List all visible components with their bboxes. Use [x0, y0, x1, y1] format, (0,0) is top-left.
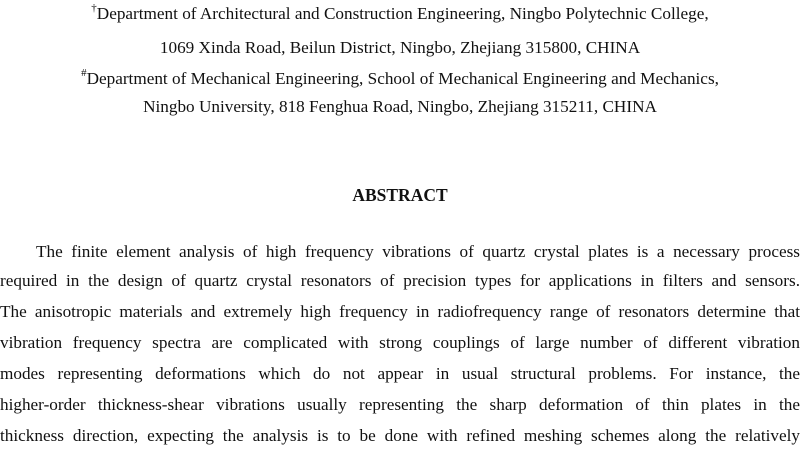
affiliation-1-mark: † — [91, 2, 97, 15]
abstract-line: The finite element analysis of high frequency vibrations of quartz crystal plates is a necessary process — [36, 242, 800, 261]
affiliation-1-line-2: 1069 Xinda Road, Beilun District, Ningbo, Zhejiang 315800, CHINA — [159, 38, 641, 57]
abstract-line: The anisotropic materials and extremely high frequency in radiofrequency range of resonators determine that — [0, 302, 800, 321]
abstract-line: higher-order thickness-shear vibrations usually representing the sharp deformation of thin plates in the — [0, 395, 800, 414]
abstract-line: required in the design of quartz crystal resonators of precision types for applications in filters and sensors. — [0, 271, 800, 290]
affiliation-2-text: Department of Mechanical Engineering, School of Mechanical Engineering and Mechanics, — [86, 69, 719, 88]
affiliation-2-line-2: Ningbo University, 818 Fenghua Road, Ningbo, Zhejiang 315211, CHINA — [143, 97, 657, 116]
abstract-line: thickness direction, expecting the analysis is to be done with refined meshing schemes along the relatively — [0, 426, 800, 445]
abstract-line: modes representing deformations which do not appear in usual structural problems. For instance, the — [0, 364, 800, 383]
affiliation-1-text: Department of Architectural and Construction Engineering, Ningbo Polytechnic College, — [96, 4, 709, 23]
affiliation-2-line-1 — [0, 69, 800, 89]
abstract-line: vibration frequency spectra are complicated with strong couplings of large number of different vibration — [0, 333, 800, 352]
abstract-heading: ABSTRACT — [352, 185, 448, 205]
affiliation-1-line-1 — [0, 4, 800, 24]
affiliation-2-mark: # — [81, 67, 87, 80]
